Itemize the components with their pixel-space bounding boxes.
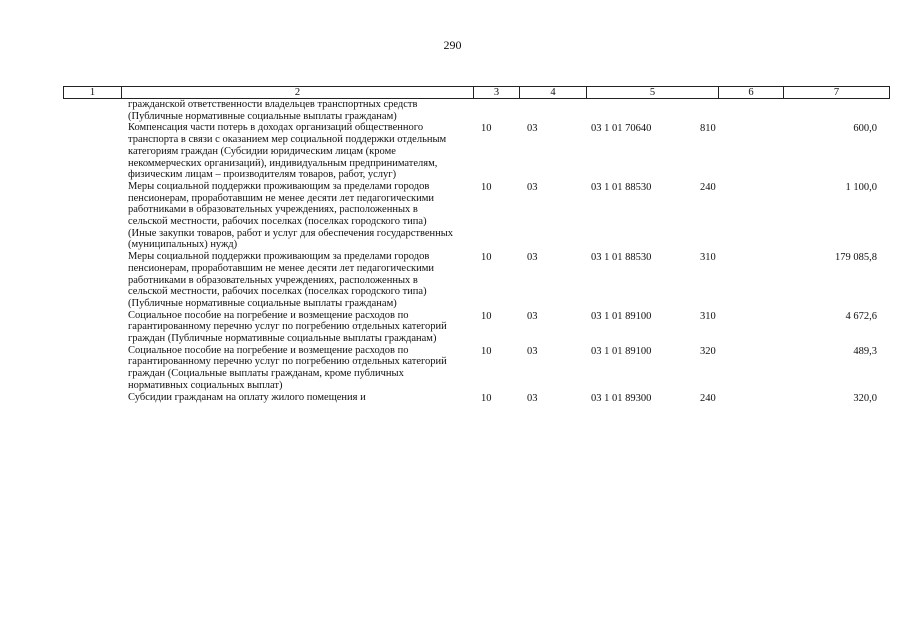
page-number: 290 bbox=[443, 38, 462, 52]
row-description: Социальное пособие на погребение и возмещение расходов по гарантированному перечню услуг по погребению отдельных категорий граждан (Социальные выплаты гражданам, кроме публичных нормативных социальных выплат) bbox=[128, 344, 447, 391]
row-description: Компенсация части потерь в доходах организаций общественного транспорта в связи с оказанием мер социальной поддержки отдельным категориям граждан (Субсидии юридическим лицам (кроме некоммерческих организаций), индивидуальным предпринимателям, физическим лицам – производителям товаров, работ, услуг) bbox=[128, 122, 447, 181]
table-row bbox=[0, 99, 905, 122]
row-expense-type: 310 bbox=[700, 310, 716, 322]
budget-table-body bbox=[0, 99, 905, 403]
row-section: 10 bbox=[481, 345, 492, 357]
row-target-article: 03 1 01 70640 bbox=[591, 123, 652, 135]
table-row bbox=[0, 251, 905, 310]
header-col-7: 7 bbox=[784, 87, 890, 99]
row-expense-type: 310 bbox=[700, 252, 716, 264]
row-subsection: 03 bbox=[527, 252, 538, 264]
header-col-6: 6 bbox=[719, 87, 784, 99]
table-row bbox=[0, 345, 905, 392]
row-description: Меры социальной поддержки проживающим за пределами городов пенсионерам, проработавшим не менее десяти лет педагогическими работниками в образовательных учреждениях, расположенных в сельской местности, рабочих поселках (поселках городского типа) (Иные закупки товаров, работ и услуг для обеспечения государственных (муниципальных) нужд) bbox=[128, 180, 454, 251]
row-expense-type: 240 bbox=[700, 392, 716, 404]
row-section: 10 bbox=[481, 392, 492, 404]
row-amount: 179 085,8 bbox=[835, 252, 877, 264]
column-number-header bbox=[63, 86, 890, 99]
row-section: 10 bbox=[481, 252, 492, 264]
row-target-article: 03 1 01 89300 bbox=[591, 392, 652, 404]
row-description: Субсидии гражданам на оплату жилого помещения и bbox=[128, 391, 366, 403]
row-description: Социальное пособие на погребение и возмещение расходов по гарантированному перечню услуг по погребению отдельных категорий граждан (Публичные нормативные социальные выплаты гражданам) bbox=[128, 309, 447, 345]
table-row bbox=[0, 310, 905, 345]
row-expense-type: 240 bbox=[700, 181, 716, 193]
row-expense-type: 810 bbox=[700, 123, 716, 135]
header-col-5: 5 bbox=[587, 87, 719, 99]
row-section: 10 bbox=[481, 123, 492, 135]
row-amount: 600,0 bbox=[853, 123, 877, 135]
table-row bbox=[0, 181, 905, 251]
header-col-4: 4 bbox=[520, 87, 587, 99]
row-amount: 4 672,6 bbox=[845, 310, 877, 322]
row-description: гражданской ответственности владельцев транспортных средств (Публичные нормативные социальные выплаты гражданам) bbox=[128, 99, 418, 122]
table-row bbox=[0, 392, 905, 404]
row-section: 10 bbox=[481, 310, 492, 322]
row-amount: 489,3 bbox=[853, 345, 877, 357]
row-subsection: 03 bbox=[527, 345, 538, 357]
row-subsection: 03 bbox=[527, 181, 538, 193]
header-col-3: 3 bbox=[474, 87, 520, 99]
row-subsection: 03 bbox=[527, 392, 538, 404]
row-subsection: 03 bbox=[527, 123, 538, 135]
row-amount: 1 100,0 bbox=[845, 181, 877, 193]
row-target-article: 03 1 01 89100 bbox=[591, 310, 652, 322]
row-description: Меры социальной поддержки проживающим за пределами городов пенсионерам, проработавшим не менее десяти лет педагогическими работниками в образовательных учреждениях, расположенных в сельской местности, рабочих поселках (поселках городского типа) (Публичные нормативные социальные выплаты гражданам) bbox=[128, 251, 434, 309]
row-expense-type: 320 bbox=[700, 345, 716, 357]
row-target-article: 03 1 01 88530 bbox=[591, 252, 652, 264]
row-section: 10 bbox=[481, 181, 492, 193]
row-amount: 320,0 bbox=[853, 392, 877, 404]
row-target-article: 03 1 01 88530 bbox=[591, 181, 652, 193]
header-col-1: 1 bbox=[64, 87, 122, 99]
row-target-article: 03 1 01 89100 bbox=[591, 345, 652, 357]
table-row bbox=[0, 122, 905, 181]
row-subsection: 03 bbox=[527, 310, 538, 322]
header-col-2: 2 bbox=[122, 87, 474, 99]
